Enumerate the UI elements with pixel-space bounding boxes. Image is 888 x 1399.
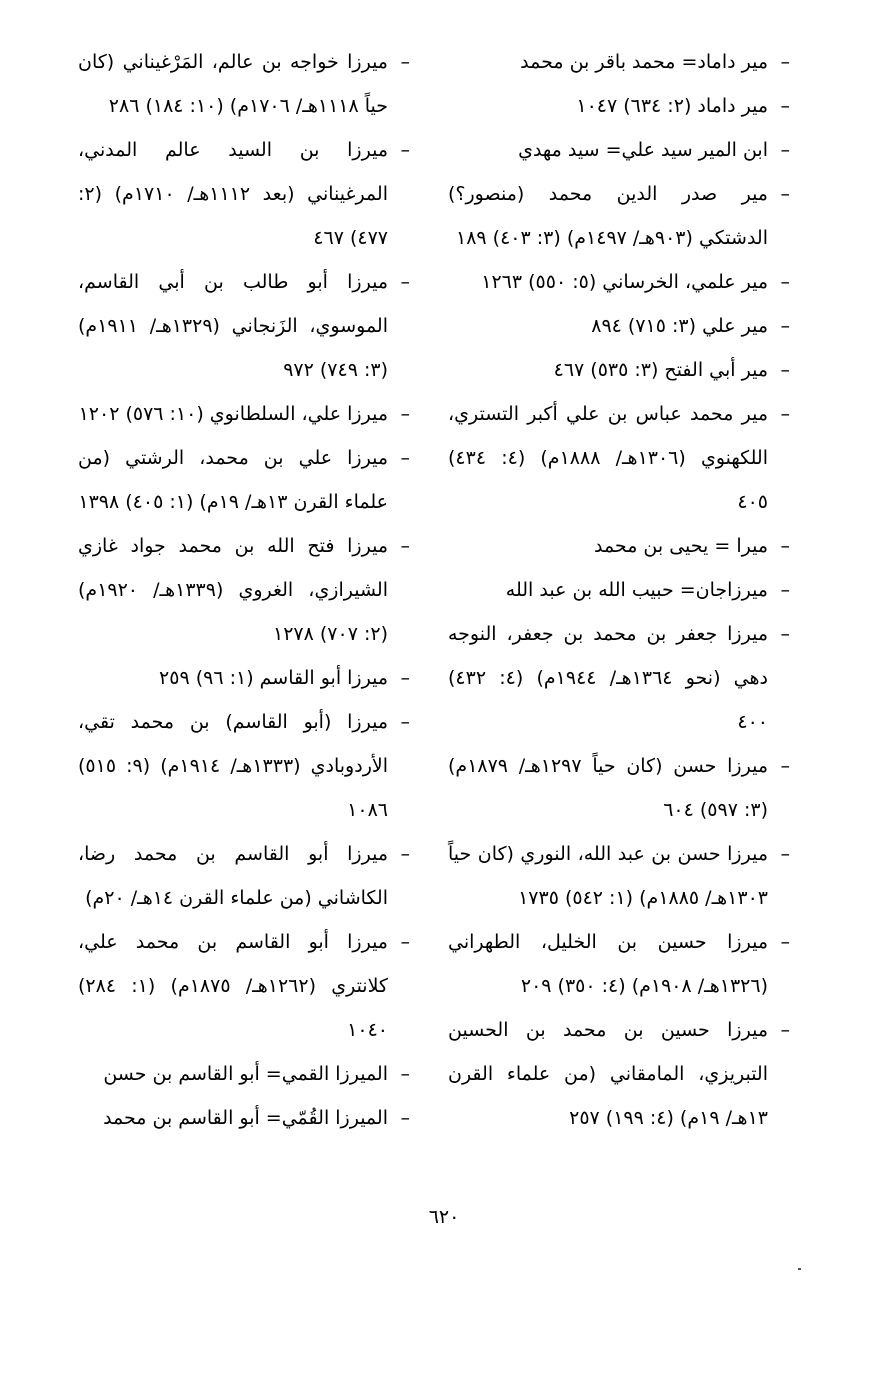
entry-dash: –	[780, 535, 790, 557]
entry-dash: –	[400, 667, 410, 689]
index-entry	[78, 832, 410, 920]
entry-dash: –	[780, 755, 790, 777]
entry-dash: –	[780, 931, 790, 953]
index-entry	[78, 524, 410, 656]
index-entry	[78, 260, 410, 392]
entry-text: ميرزا خواجه بن عالم، المَرْغيناني (كان حياً ١١١٨هـ/ ١٧٠٦م) (١٠: ١٨٤) ٢٨٦	[78, 51, 388, 117]
entry-text: ميرزا بن السيد عالم المدني، المرغيناني (بعد ١١١٢هـ/ ١٧١٠م) (٢: ٤٧٧) ٤٦٧	[78, 139, 388, 249]
entry-dash: –	[400, 1107, 410, 1129]
index-entry	[448, 172, 790, 260]
index-column-left	[78, 40, 410, 1140]
entry-dash: –	[400, 139, 410, 161]
entry-text: ميرزاجان= حبيب الله بن عبد الله	[505, 579, 768, 601]
entry-dash: –	[780, 579, 790, 601]
entry-text: مير صدر الدين محمد (منصور؟) الدشتكي (٩٠٣هـ/ ١٤٩٧م) (٣: ٤٠٣) ١٨٩	[448, 183, 768, 249]
entry-text: ميرا = يحيى بن محمد	[593, 535, 768, 557]
index-entry	[448, 568, 790, 612]
entry-text: ميرزا أبو القاسم بن محمد رضا، الكاشاني (من علماء القرن ١٤هـ/ ٢٠م)	[78, 843, 388, 909]
entry-text: ميرزا علي بن محمد، الرشتي (من علماء القرن ١٣هـ/ ١٩م) (١: ٤٠٥) ١٣٩٨	[78, 447, 388, 513]
entry-text: ميرزا حسن (كان حياً ١٢٩٧هـ/ ١٨٧٩م) (٣: ٥٩٧) ٦٠٤	[448, 755, 768, 821]
entry-text: ميرزا أبو القاسم (١: ٩٦) ٢٥٩	[159, 667, 388, 689]
entry-text: مير داماد (٢: ٦٣٤) ١٠٤٧	[576, 95, 768, 117]
entry-text: مير محمد عباس بن علي أكبر التستري، اللكهنوي (١٣٠٦هـ/ ١٨٨٨م) (٤: ٤٣٤) ٤٠٥	[448, 403, 768, 513]
entry-dash: –	[780, 51, 790, 73]
entry-text: مير داماد= محمد باقر بن محمد	[520, 51, 768, 73]
entry-dash: –	[780, 183, 790, 205]
entry-dash: –	[780, 95, 790, 117]
entry-dash: –	[780, 139, 790, 161]
entry-text: ميرزا علي، السلطانوي (١٠: ٥٧٦) ١٢٠٢	[78, 403, 388, 425]
entry-text: مير علمي، الخرساني (٥: ٥٥٠) ١٢٦٣	[481, 271, 768, 293]
entry-text: ميرزا فتح الله بن محمد جواد غازي الشيرازي، الغروي (١٣٣٩هـ/ ١٩٢٠م) (٢: ٧٠٧) ١٢٧٨	[78, 535, 389, 645]
entry-dash: –	[780, 315, 790, 337]
entry-dash: –	[400, 271, 410, 293]
entry-text: مير أبي الفتح (٣: ٥٣٥) ٤٦٧	[553, 359, 768, 381]
index-entry	[78, 128, 410, 260]
entry-dash: –	[780, 403, 790, 425]
index-entry	[78, 920, 410, 1052]
entry-dash: –	[400, 711, 410, 733]
index-entry	[448, 744, 790, 832]
index-column-right	[448, 40, 790, 1140]
entry-text: ميرزا حسن بن عبد الله، النوري (كان حياً ١٣٠٣هـ/ ١٨٨٥م) (١: ٥٤٢) ١٧٣٥	[448, 843, 768, 909]
entry-dash: –	[400, 931, 410, 953]
entry-text: ميرزا جعفر بن محمد بن جعفر، النوجه دهي (نحو ١٣٦٤هـ/ ١٩٤٤م) (٤: ٤٣٢) ٤٠٠	[448, 623, 768, 733]
entry-text: ميرزا حسين بن محمد بن الحسين التبريزي، المامقاني (من علماء القرن ١٣هـ/ ١٩م) (٤: ١٩٩) ٢٥٧	[448, 1019, 768, 1129]
entry-dash: –	[400, 51, 410, 73]
entry-dash: –	[400, 447, 410, 469]
entry-dash: –	[780, 271, 790, 293]
index-entry	[78, 1096, 410, 1140]
entry-dash: –	[780, 359, 790, 381]
index-entry	[448, 84, 790, 128]
index-entry	[78, 656, 410, 700]
entry-text: مير علي (٣: ٧١٥) ٨٩٤	[591, 315, 768, 337]
index-entry	[448, 260, 790, 304]
index-entry	[448, 348, 790, 392]
index-entry	[448, 304, 790, 348]
entry-dash: –	[780, 843, 790, 865]
index-entry	[448, 920, 790, 1008]
entry-text: ميرزا حسين بن الخليل، الطهراني (١٣٢٦هـ/ ١٩٠٨م) (٤: ٣٥٠) ٢٠٩	[448, 931, 768, 997]
scan-speck	[798, 1268, 801, 1270]
entry-dash: –	[400, 403, 410, 425]
index-entry	[78, 700, 410, 832]
index-entry	[78, 1052, 410, 1096]
index-entry	[448, 128, 790, 172]
index-entry	[448, 524, 790, 568]
entry-text: ميرزا (أبو القاسم) بن محمد تقي، الأردوبادي (١٣٣٣هـ/ ١٩١٤م) (٩: ٥١٥) ١٠٨٦	[78, 711, 388, 821]
index-entry	[448, 40, 790, 84]
index-entry	[78, 436, 410, 524]
index-entry	[448, 1008, 790, 1140]
entry-text: ميرزا أبو القاسم بن محمد علي، كلانتري (١٢٦٢هـ/ ١٨٧٥م) (١: ٢٨٤) ١٠٤٠	[78, 931, 388, 1041]
entry-dash: –	[400, 1063, 410, 1085]
index-entry	[448, 832, 790, 920]
entry-text: الميرزا القمي= أبو القاسم بن حسن	[103, 1063, 388, 1085]
entry-dash: –	[780, 1019, 790, 1041]
index-entry	[448, 612, 790, 744]
index-entry	[448, 392, 790, 524]
entry-dash: –	[400, 843, 410, 865]
index-entry	[78, 40, 410, 128]
page-number: ٦٢٠	[428, 1206, 460, 1228]
entry-dash: –	[400, 535, 410, 557]
entry-text: ميرزا أبو طالب بن أبي القاسم، الموسوي، الزَنجاني (١٣٢٩هـ/ ١٩١١م) (٣: ٧٤٩) ٩٧٢	[78, 271, 388, 381]
entry-text: الميرزا القُمّي= أبو القاسم بن محمد	[103, 1107, 388, 1129]
entry-text: ابن المير سيد علي= سيد مهدي	[518, 139, 768, 161]
index-entry	[78, 392, 410, 436]
entry-dash: –	[780, 623, 790, 645]
